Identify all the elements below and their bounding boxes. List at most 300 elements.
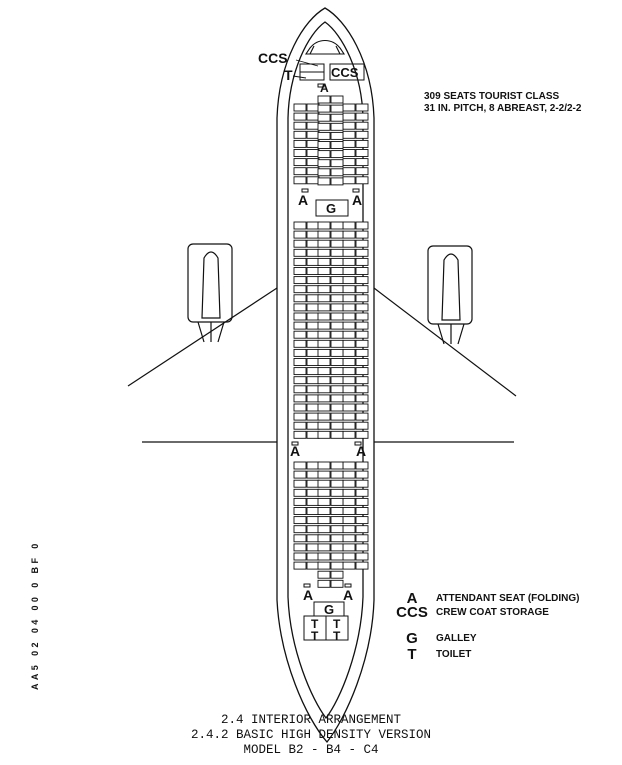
seat — [343, 159, 355, 166]
label-attendant-fwd: A — [320, 81, 329, 95]
seat — [331, 359, 343, 366]
seat — [294, 517, 306, 524]
seat — [294, 386, 306, 393]
seat — [294, 359, 306, 366]
seat — [356, 422, 368, 429]
seat — [331, 349, 343, 356]
seating-summary-line2: 31 IN. PITCH, 8 ABREAST, 2-2/2-2 — [424, 103, 582, 114]
seat — [356, 231, 368, 238]
seat — [307, 462, 319, 469]
seat — [318, 544, 330, 551]
seat — [294, 304, 306, 311]
seat — [343, 377, 355, 384]
seat — [294, 177, 306, 184]
legend-code: G — [406, 630, 418, 647]
seat — [356, 222, 368, 229]
label-toilet-aft-3: T — [311, 629, 319, 643]
seat — [294, 422, 306, 429]
seat — [343, 404, 355, 411]
seat — [331, 395, 343, 402]
seat — [307, 122, 319, 129]
seat — [294, 368, 306, 375]
label-toilet-fwd: T — [284, 67, 293, 83]
legend-description: TOILET — [436, 649, 472, 660]
seat — [356, 168, 368, 175]
seat — [343, 413, 355, 420]
seat — [331, 340, 343, 347]
seat — [356, 498, 368, 505]
seat — [307, 377, 319, 384]
seat — [343, 104, 355, 111]
seat — [343, 368, 355, 375]
seat — [318, 169, 330, 176]
seat — [356, 113, 368, 120]
seat — [294, 277, 306, 284]
seat — [343, 535, 355, 542]
seat — [343, 168, 355, 175]
seat — [343, 562, 355, 569]
seat — [331, 322, 343, 329]
seat — [307, 322, 319, 329]
seat — [318, 132, 330, 139]
seat — [318, 395, 330, 402]
label-attendant-r2: A — [356, 443, 367, 459]
seat — [356, 395, 368, 402]
cockpit — [306, 41, 344, 55]
seat — [356, 480, 368, 487]
seat — [318, 508, 330, 515]
seat — [331, 240, 343, 247]
seat — [318, 422, 330, 429]
seat — [318, 526, 330, 533]
seat — [343, 150, 355, 157]
seat — [331, 489, 343, 496]
seat — [356, 177, 368, 184]
legend-code: T — [407, 646, 417, 663]
seat — [307, 331, 319, 338]
seat — [343, 526, 355, 533]
seat — [318, 431, 330, 438]
seat — [331, 123, 343, 130]
seat — [294, 258, 306, 265]
seat — [318, 359, 330, 366]
seat — [356, 377, 368, 384]
seat — [331, 404, 343, 411]
seat — [331, 571, 343, 578]
label-galley-aft: G — [324, 602, 335, 617]
seat — [331, 544, 343, 551]
seat — [294, 231, 306, 238]
seat — [294, 508, 306, 515]
seat — [331, 526, 343, 533]
seat — [343, 395, 355, 402]
caption-line-1: 2.4 INTERIOR ARRANGEMENT — [220, 713, 402, 727]
seat — [307, 498, 319, 505]
seat — [356, 286, 368, 293]
seat — [318, 160, 330, 167]
seat — [343, 140, 355, 147]
label-toilet-aft-4: T — [333, 629, 341, 643]
seat — [343, 177, 355, 184]
seat — [331, 258, 343, 265]
seat — [307, 359, 319, 366]
seat — [307, 535, 319, 542]
seat — [343, 268, 355, 275]
seat — [343, 422, 355, 429]
seat — [318, 368, 330, 375]
seat — [331, 331, 343, 338]
left-engine — [188, 244, 232, 342]
seat — [294, 313, 306, 320]
seat — [331, 517, 343, 524]
label-toilet-aft-1: T — [311, 617, 319, 631]
seat — [318, 331, 330, 338]
seat — [356, 140, 368, 147]
seat — [318, 562, 330, 569]
seat — [356, 386, 368, 393]
label-ccs-fwd-left: CCS — [258, 50, 288, 66]
seat — [318, 322, 330, 329]
seat — [331, 498, 343, 505]
seat — [307, 404, 319, 411]
seat — [356, 159, 368, 166]
seat — [343, 340, 355, 347]
seat — [294, 286, 306, 293]
seat — [343, 322, 355, 329]
seat — [307, 177, 319, 184]
seat — [294, 249, 306, 256]
seat — [294, 331, 306, 338]
seat — [294, 222, 306, 229]
seat — [343, 498, 355, 505]
seat — [307, 222, 319, 229]
seat — [307, 562, 319, 569]
legend-code: CCS — [396, 604, 428, 621]
seat — [331, 249, 343, 256]
seat — [294, 113, 306, 120]
seat — [356, 544, 368, 551]
seat — [331, 377, 343, 384]
seat — [331, 535, 343, 542]
seat — [331, 132, 343, 139]
seat — [318, 462, 330, 469]
seat — [356, 240, 368, 247]
seat — [343, 508, 355, 515]
seat — [294, 562, 306, 569]
seat — [331, 114, 343, 121]
seat — [307, 431, 319, 438]
seat — [318, 404, 330, 411]
seat — [356, 104, 368, 111]
seat — [307, 258, 319, 265]
seat — [318, 304, 330, 311]
seat — [331, 105, 343, 112]
seat — [318, 277, 330, 284]
seat — [343, 249, 355, 256]
seat — [343, 295, 355, 302]
seat — [343, 113, 355, 120]
seat — [307, 140, 319, 147]
seat — [331, 231, 343, 238]
legend-code: A — [406, 590, 418, 607]
seat — [307, 480, 319, 487]
seat — [307, 553, 319, 560]
seat — [307, 368, 319, 375]
seat — [331, 169, 343, 176]
seat — [307, 413, 319, 420]
seat — [331, 96, 343, 103]
seat — [318, 480, 330, 487]
seat — [343, 544, 355, 551]
seat — [343, 122, 355, 129]
seat — [356, 295, 368, 302]
seat — [307, 295, 319, 302]
seat — [318, 222, 330, 229]
seat — [294, 159, 306, 166]
seat — [318, 553, 330, 560]
seat — [307, 113, 319, 120]
seat — [356, 413, 368, 420]
seat — [318, 151, 330, 158]
seat — [356, 517, 368, 524]
seat — [331, 160, 343, 167]
seat — [318, 114, 330, 121]
seat — [294, 404, 306, 411]
seat — [331, 286, 343, 293]
seat — [294, 431, 306, 438]
seat — [307, 168, 319, 175]
seat — [343, 304, 355, 311]
seat — [307, 422, 319, 429]
legend-description: CREW COAT STORAGE — [436, 607, 549, 618]
seat — [307, 286, 319, 293]
seat — [343, 462, 355, 469]
seat — [318, 231, 330, 238]
seat — [294, 240, 306, 247]
right-wing — [374, 288, 516, 442]
seat — [294, 498, 306, 505]
seat — [343, 313, 355, 320]
seating-summary — [424, 91, 581, 115]
seat — [307, 313, 319, 320]
seat — [318, 580, 330, 587]
seat — [318, 105, 330, 112]
label-ccs-fwd-right: CCS — [331, 65, 359, 80]
seat — [356, 304, 368, 311]
seat — [294, 553, 306, 560]
seat — [294, 295, 306, 302]
seat — [331, 178, 343, 185]
document-code: AA5 02 04 00 0 BF 0 — [30, 540, 40, 690]
seat — [356, 489, 368, 496]
seat — [331, 313, 343, 320]
seat — [331, 222, 343, 229]
label-attendant-l1: A — [298, 192, 309, 208]
seat — [331, 508, 343, 515]
seat — [356, 122, 368, 129]
seat — [318, 489, 330, 496]
seat — [294, 544, 306, 551]
seat — [318, 268, 330, 275]
seat — [318, 295, 330, 302]
seat — [356, 471, 368, 478]
seat — [294, 168, 306, 175]
seat — [318, 286, 330, 293]
seat — [343, 349, 355, 356]
seat — [307, 526, 319, 533]
caption-line-3: MODEL B2 - B4 - C4 — [243, 743, 379, 757]
seat — [356, 331, 368, 338]
seat — [343, 489, 355, 496]
seat — [294, 122, 306, 129]
caption-line-2: 2.4.2 BASIC HIGH DENSITY VERSION — [190, 728, 432, 742]
seat — [343, 431, 355, 438]
seat — [307, 544, 319, 551]
seat — [318, 377, 330, 384]
seat — [356, 313, 368, 320]
seat — [331, 413, 343, 420]
seat — [331, 553, 343, 560]
seat — [343, 222, 355, 229]
seat — [356, 508, 368, 515]
seat — [307, 304, 319, 311]
seat — [307, 131, 319, 138]
seat — [331, 471, 343, 478]
seat — [318, 571, 330, 578]
seat — [294, 395, 306, 402]
seat — [294, 535, 306, 542]
seat — [331, 142, 343, 149]
seat — [318, 96, 330, 103]
seat — [307, 395, 319, 402]
seat — [294, 489, 306, 496]
seat — [294, 322, 306, 329]
legend-description: ATTENDANT SEAT (FOLDING) — [436, 593, 580, 604]
seat — [356, 349, 368, 356]
label-attendant-l2: A — [290, 443, 301, 459]
seat — [356, 340, 368, 347]
seat — [318, 413, 330, 420]
seat — [307, 508, 319, 515]
seat — [318, 471, 330, 478]
seat — [307, 340, 319, 347]
seat — [356, 131, 368, 138]
seat — [331, 462, 343, 469]
seat — [294, 340, 306, 347]
seat — [294, 377, 306, 384]
seat — [331, 431, 343, 438]
seat — [318, 258, 330, 265]
seat-map — [294, 96, 368, 587]
seat — [307, 489, 319, 496]
label-attendant-l3: A — [303, 587, 314, 603]
seat — [331, 368, 343, 375]
seat — [356, 150, 368, 157]
seat — [356, 562, 368, 569]
label-attendant-r1: A — [352, 192, 363, 208]
seat — [307, 240, 319, 247]
seat — [343, 277, 355, 284]
seat — [294, 462, 306, 469]
seat — [331, 422, 343, 429]
seat — [331, 151, 343, 158]
seat — [356, 322, 368, 329]
seat — [343, 231, 355, 238]
seat — [356, 526, 368, 533]
seat — [294, 131, 306, 138]
seat — [318, 178, 330, 185]
seat — [307, 104, 319, 111]
label-galley-mid: G — [326, 201, 337, 216]
seat — [356, 404, 368, 411]
seat — [343, 258, 355, 265]
seat — [356, 359, 368, 366]
seat — [318, 349, 330, 356]
seat — [307, 159, 319, 166]
seat — [356, 462, 368, 469]
seat — [343, 286, 355, 293]
seating-summary-line1: 309 SEATS TOURIST CLASS — [424, 91, 560, 102]
seat — [331, 295, 343, 302]
seat — [318, 123, 330, 130]
seat — [343, 240, 355, 247]
seat — [294, 150, 306, 157]
seat — [343, 517, 355, 524]
seat — [331, 580, 343, 587]
seat — [307, 249, 319, 256]
seat — [294, 480, 306, 487]
seat — [307, 349, 319, 356]
seat — [307, 471, 319, 478]
seat — [307, 268, 319, 275]
seat — [343, 359, 355, 366]
seat — [331, 268, 343, 275]
seat — [307, 277, 319, 284]
seat — [356, 258, 368, 265]
seat — [331, 386, 343, 393]
seat — [318, 240, 330, 247]
label-attendant-r3: A — [343, 587, 354, 603]
seat — [331, 480, 343, 487]
seat — [318, 340, 330, 347]
seat — [356, 553, 368, 560]
seat — [294, 471, 306, 478]
seat — [343, 131, 355, 138]
seat — [307, 150, 319, 157]
seat — [294, 104, 306, 111]
seat — [343, 480, 355, 487]
seat — [307, 386, 319, 393]
seat — [356, 535, 368, 542]
seat — [294, 268, 306, 275]
seat — [331, 562, 343, 569]
right-engine — [428, 246, 472, 344]
seat — [331, 304, 343, 311]
seat — [356, 268, 368, 275]
seat — [318, 498, 330, 505]
seat — [318, 517, 330, 524]
seat — [343, 386, 355, 393]
seat — [318, 535, 330, 542]
legend-description: GALLEY — [436, 633, 477, 644]
seat — [356, 368, 368, 375]
seat — [294, 413, 306, 420]
seat — [318, 386, 330, 393]
label-toilet-aft-2: T — [333, 617, 341, 631]
seat — [307, 517, 319, 524]
seat — [294, 140, 306, 147]
seat — [318, 249, 330, 256]
